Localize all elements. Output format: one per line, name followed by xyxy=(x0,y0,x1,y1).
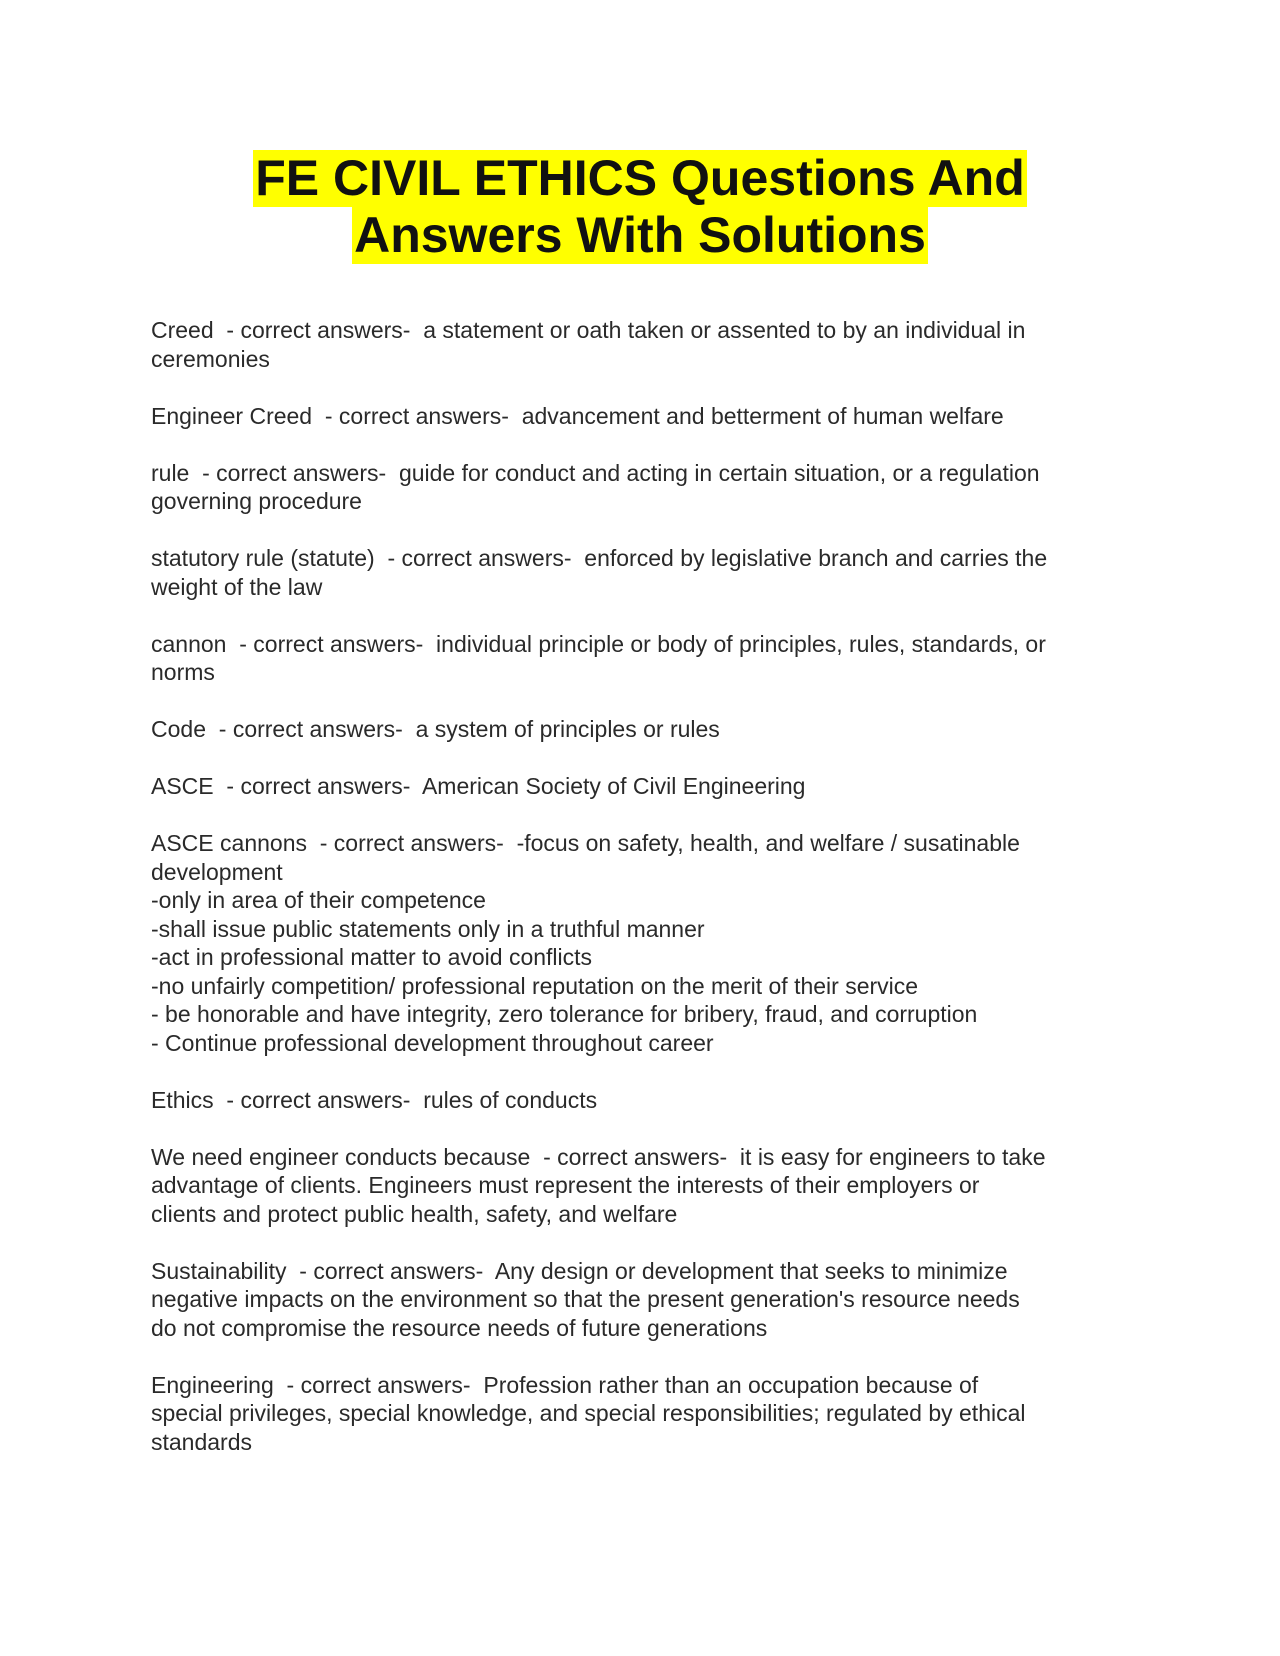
qa-entry-line: Engineering - correct answers- Profession rather than an occupation because of xyxy=(151,1371,979,1398)
qa-entry-line: ASCE cannons - correct answers- -focus on safety, health, and welfare / susatinable xyxy=(151,830,1020,856)
qa-entry xyxy=(151,1257,1131,1343)
qa-entry xyxy=(151,402,1131,431)
qa-entry-line: governing procedure xyxy=(151,488,362,514)
qa-entry xyxy=(151,459,1131,516)
qa-entry-line: Ethics - correct answers- rules of conducts xyxy=(151,1086,598,1113)
qa-entry xyxy=(151,1143,1131,1229)
qa-entry-line: -shall issue public statements only in a truthful manner xyxy=(151,915,705,942)
qa-entry-line: negative impacts on the environment so that the present generation's resource needs xyxy=(151,1286,1020,1312)
qa-entry-line: do not compromise the resource needs of future generations xyxy=(151,1314,768,1341)
qa-entry-line: Engineer Creed - correct answers- advancement and betterment of human welfare xyxy=(151,402,1004,429)
qa-entry-line: We need engineer conducts because - correct answers- it is easy for engineers to take xyxy=(151,1143,1046,1170)
qa-entry-line: advantage of clients. Engineers must represent the interests of their employers or xyxy=(151,1172,980,1198)
qa-entry xyxy=(151,772,1131,801)
qa-entry-line: Creed - correct answers- a statement or oath taken or assented to by an individual in xyxy=(151,317,1026,343)
qa-entry-line: cannon - correct answers- individual principle or body of principles, rules, standards, or xyxy=(151,630,1046,657)
qa-entry xyxy=(151,1371,1131,1457)
qa-entry-line: ceremonies xyxy=(151,345,270,372)
qa-entry xyxy=(151,630,1131,687)
title-line-1: FE CIVIL ETHICS Questions And xyxy=(255,150,1025,206)
qa-entry xyxy=(151,715,1131,744)
qa-list xyxy=(151,316,1131,1485)
qa-entry-line: Sustainability - correct answers- Any design or development that seeks to minimize xyxy=(151,1257,1008,1284)
qa-entry-line: Code - correct answers- a system of principles or rules xyxy=(151,716,720,742)
qa-entry xyxy=(151,829,1131,1057)
qa-entry-line: - be honorable and have integrity, zero tolerance for bribery, fraud, and corruption xyxy=(151,1001,978,1027)
qa-entry-line: -act in professional matter to avoid conflicts xyxy=(151,944,593,970)
qa-entry-line: weight of the law xyxy=(151,573,323,600)
title-line-2: Answers With Solutions xyxy=(354,207,926,263)
qa-entry-line: - Continue professional development throughout career xyxy=(151,1029,714,1056)
qa-entry-line: standards xyxy=(151,1428,253,1455)
qa-entry-line: norms xyxy=(151,659,215,685)
qa-entry-line: rule - correct answers- guide for conduct and acting in certain situation, or a regulation xyxy=(151,459,1040,486)
qa-entry xyxy=(151,1086,1131,1115)
document-title xyxy=(0,150,1280,264)
qa-entry-line: statutory rule (statute) - correct answers- enforced by legislative branch and carries the xyxy=(151,545,1048,571)
qa-entry-line: -no unfairly competition/ professional reputation on the merit of their service xyxy=(151,972,919,999)
qa-entry-line: development xyxy=(151,858,283,885)
qa-entry-line: -only in area of their competence xyxy=(151,887,486,913)
qa-entry-line: clients and protect public health, safety, and welfare xyxy=(151,1200,678,1227)
qa-entry-line: ASCE - correct answers- American Society of Civil Engineering xyxy=(151,773,806,799)
qa-entry xyxy=(151,544,1131,601)
qa-entry xyxy=(151,316,1131,373)
qa-entry-line: special privileges, special knowledge, and special responsibilities; regulated by ethical xyxy=(151,1400,1026,1426)
